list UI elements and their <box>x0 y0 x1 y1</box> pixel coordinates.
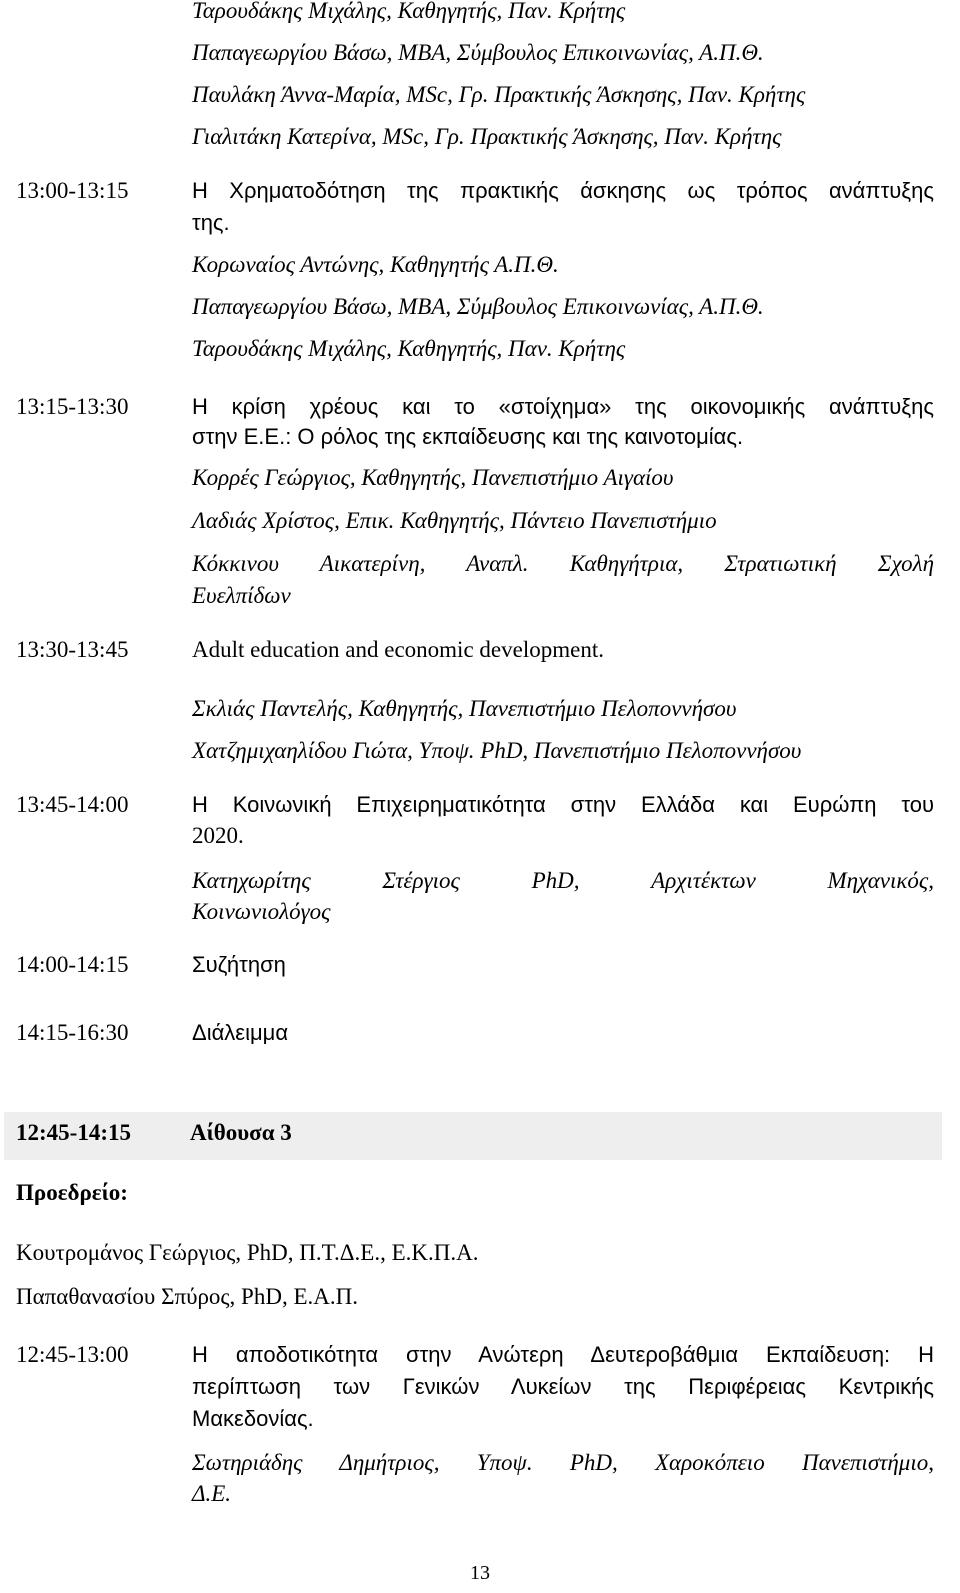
session-title: Η αποδοτικότητα στην Ανώτερη Δευτεροβάθμια Εκπαίδευση: Η <box>192 1342 934 1367</box>
session-title: στην Ε.Ε.: Ο ρόλος της εκπαίδευσης και της καινοτομίας. <box>192 424 744 449</box>
session-time: 13:45-14:00 <box>16 792 129 817</box>
speaker-line: Ευελπίδων <box>192 583 291 608</box>
session-title: Η Κοινωνική Επιχειρηματικότητα στην Ελλάδα και Ευρώπη του <box>192 792 934 817</box>
session-title: της. <box>192 210 230 235</box>
speaker-line: Σκλιάς Παντελής, Καθηγητής, Πανεπιστήμιο Πελοποννήσου <box>192 696 737 721</box>
session-title: Η Χρηματοδότηση της πρακτικής άσκησης ως τρόπος ανάπτυξης <box>192 178 934 203</box>
session-title: Μακεδονίας. <box>192 1406 314 1431</box>
page-number: 13 <box>470 1562 490 1584</box>
speaker-line: Χατζημιχαηλίδου Γιώτα, Υποψ. PhD, Πανεπιστήμιο Πελοποννήσου <box>192 738 802 763</box>
speaker-line: Κατηχωρίτης Στέργιος PhD, Αρχιτέκτων Μηχανικός, <box>192 868 934 893</box>
session-title: 2020. <box>192 823 244 848</box>
session-time: 13:00-13:15 <box>16 178 129 203</box>
session-title: Η κρίση χρέους και το «στοίχημα» της οικονομικής ανάπτυξης <box>192 394 934 419</box>
speaker-line: Δ.Ε. <box>192 1481 232 1506</box>
room-banner <box>4 1112 942 1160</box>
speaker-line: Παυλάκη Άννα-Μαρία, MSc, Γρ. Πρακτικής Άσκησης, Παν. Κρήτης <box>192 82 806 107</box>
session-time: 14:00-14:15 <box>16 952 129 977</box>
speaker-line: Κόκκινου Αικατερίνη, Αναπλ. Καθηγήτρια, Στρατιωτική Σχολή <box>192 551 934 576</box>
speaker-line: Παπαγεωργίου Βάσω, ΜΒΑ, Σύμβουλος Επικοινωνίας, Α.Π.Θ. <box>192 40 764 65</box>
session-title: Διάλειμμα <box>192 1020 289 1045</box>
speaker-line: Κορωναίος Αντώνης, Καθηγητής Α.Π.Θ. <box>192 252 559 277</box>
presidium-label: Προεδρείο: <box>16 1180 128 1205</box>
session-title: Συζήτηση <box>192 952 286 977</box>
speaker-line: Κορρές Γεώργιος, Καθηγητής, Πανεπιστήμιο Αιγαίου <box>192 465 674 490</box>
session-time: 14:15-16:30 <box>16 1020 129 1045</box>
speaker-line: Ταρουδάκης Μιχάλης, Καθηγητής, Παν. Κρήτης <box>192 0 626 23</box>
presidium-member: Παπαθανασίου Σπύρος, PhD, Ε.Α.Π. <box>16 1284 358 1309</box>
room-time: 12:45-14:15 <box>16 1120 131 1145</box>
session-time: 13:15-13:30 <box>16 394 129 419</box>
session-time: 13:30-13:45 <box>16 637 129 662</box>
session-title: περίπτωση των Γενικών Λυκείων της Περιφέρειας Κεντρικής <box>192 1374 934 1399</box>
session-title: Adult education and economic development. <box>192 637 604 662</box>
speaker-line: Λαδιάς Χρίστος, Επικ. Καθηγητής, Πάντειο Πανεπιστήμιο <box>192 508 717 533</box>
session-time: 12:45-13:00 <box>16 1342 129 1367</box>
presidium-member: Κουτρομάνος Γεώργιος, PhD, Π.Τ.Δ.Ε., Ε.Κ.Π.Α. <box>16 1240 479 1265</box>
speaker-line: Γιαλιτάκη Κατερίνα, MSc, Γρ. Πρακτικής Άσκησης, Παν. Κρήτης <box>192 124 782 149</box>
room-name: Αίθουσα 3 <box>190 1120 292 1145</box>
speaker-line: Σωτηριάδης Δημήτριος, Υποψ. PhD, Χαροκόπειο Πανεπιστήμιο, <box>192 1450 934 1475</box>
speaker-line: Ταρουδάκης Μιχάλης, Καθηγητής, Παν. Κρήτης <box>192 336 626 361</box>
speaker-line: Παπαγεωργίου Βάσω, ΜΒΑ, Σύμβουλος Επικοινωνίας, Α.Π.Θ. <box>192 294 764 319</box>
speaker-line: Κοινωνιολόγος <box>192 899 331 924</box>
